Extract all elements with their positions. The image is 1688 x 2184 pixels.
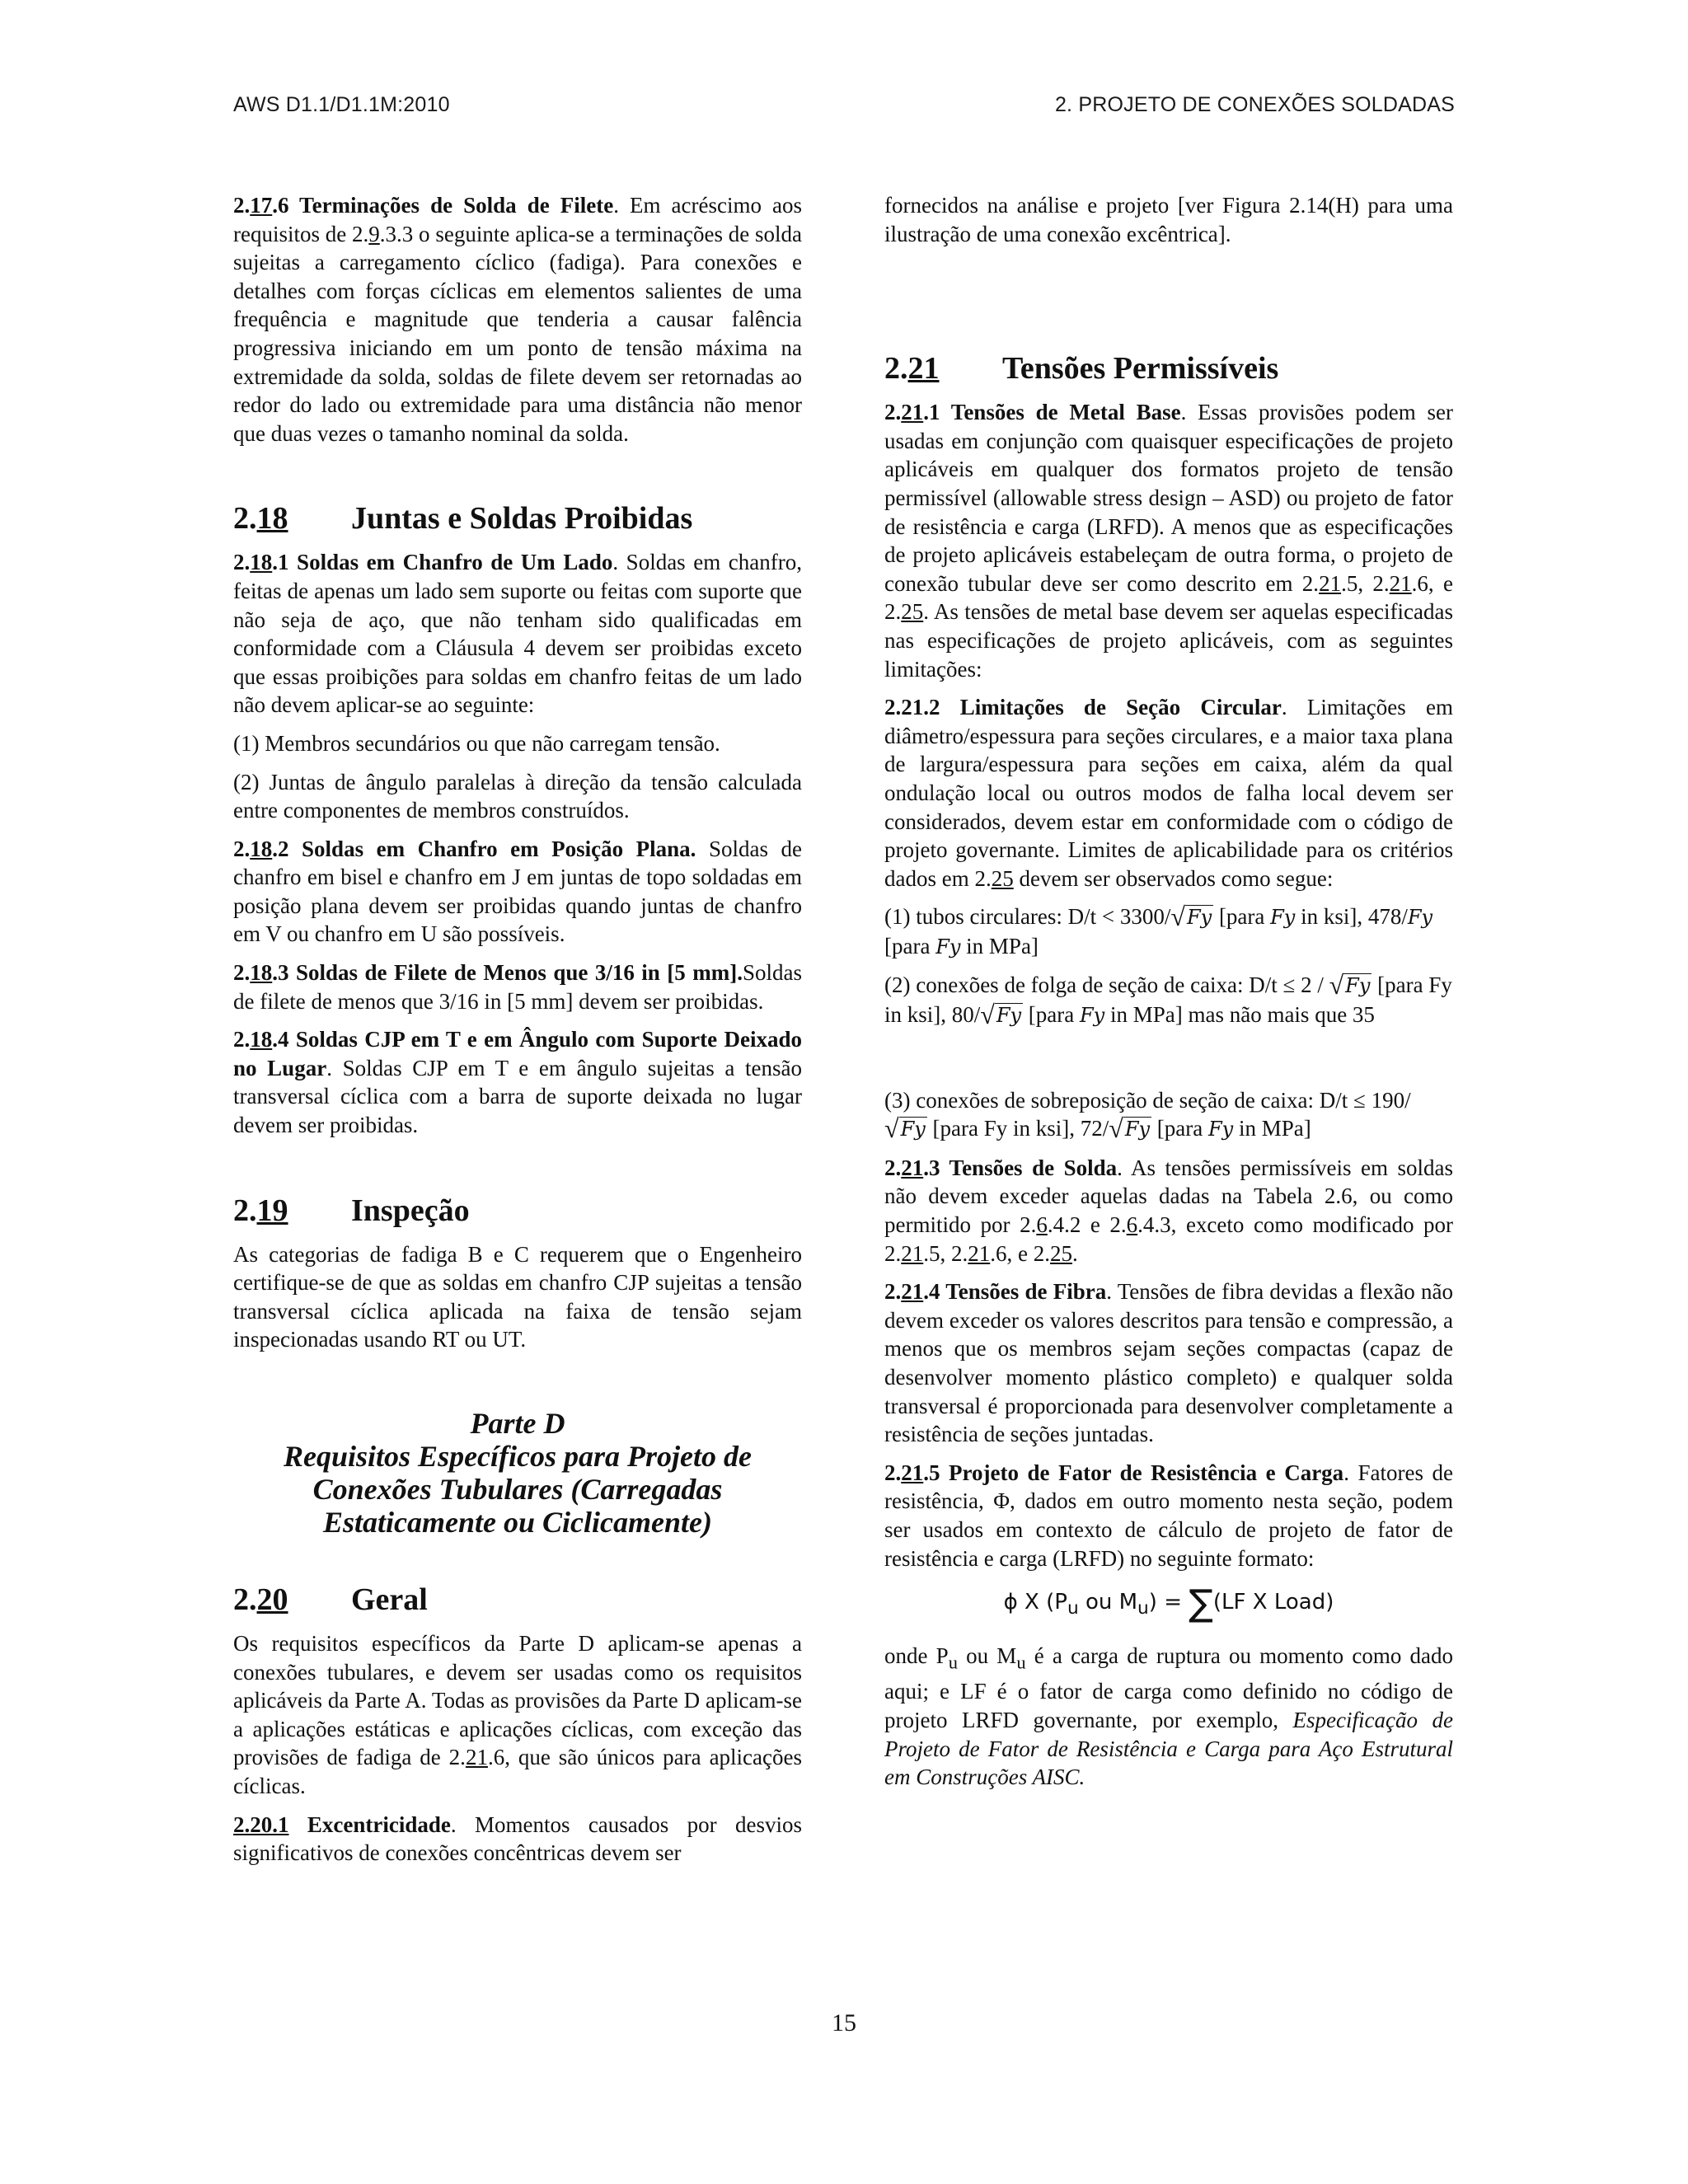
running-header-right: 2. PROJETO DE CONEXÕES SOLDADAS (1054, 93, 1455, 116)
section-2-18-4: 2.18.4 Soldas CJP em T e em Ângulo com Suporte Deixado no Lugar. Soldas CJP em T e em ângulo sujeitas a tensão transversal cíclica com a barra de suporte deixada no lugar devem ser proibidas. (233, 1027, 802, 1138)
part-d-title: Parte D Requisitos Específicos para Projeto de Conexões Tubulares (Carregadas Estaticamente ou Ciclicamente) (284, 1407, 752, 1539)
section-2-20-text: Os requisitos específicos da Parte D aplicam-se apenas a conexões tubulares, e devem ser usadas como os requisitos aplicáveis da Parte A. Todas as provisões da Parte D aplicam-se a aplicações estáticas e aplicações cíclicas, com exceção das provisões de fadiga de 2.21.6, que são únicos para aplicações cíclicas. (233, 1631, 802, 1798)
section-2-19-text: As categorias de fadiga B e C requerem que o Engenheiro certifique-se de que as soldas em chanfro CJP sujeitas a tensão transversal cíclica aplicada na faixa de tensão sejam inspecionadas usando RT ou UT. (233, 1241, 802, 1352)
left-column (233, 191, 802, 1877)
formula-explanation: onde $P_u$ ou $M_u$ é a carga de ruptura ou momento como dado aqui; e LF é o fator de carga como definido no código de projeto LRFD governante, por exemplo, Especificação de Projeto de Fator de Resistência e Carga para Aço Estrutural em Construções AISC. (884, 1643, 1453, 1790)
section-2-21-4: 2.21.4 Tensões de Fibra. Tensões de fibra devidas a flexão não devem exceder os valores descritos para tensão e compressão, a menos que os membros sejam seções compactas (capaz de desenvolver momento plástico completo) e qualquer solda transversal é proporcionada para desenvolver completamente a resistência de seções juntadas. (884, 1279, 1453, 1447)
section-2-21-2: 2.21.2 Limitações de Seção Circular. Limitações em diâmetro/espessura para seções circulares, e a maior taxa plana de largura/espessura para seções em caixa, além da qual ondulação local ou outros modos de falha local devem ser considerados, devem estar em conformidade com o código de projeto governante. Limites de aplicabilidade para os critérios dados em 2.25 devem ser observados como segue: (884, 695, 1453, 891)
page-number: 15 (832, 2009, 856, 2036)
continued-text: fornecidos na análise e projeto [ver Figura 2.14(H) para uma ilustração de uma conexão excêntrica]. (884, 193, 1453, 246)
limit-1: (1) tubos circulares: D/t < 3300/√Fy [para Fy in ksi], 478/Fy [para Fy in MPa] (884, 902, 1433, 958)
lrfd-formula: ϕ X ($P_u$ ou $M_u) = \sum(LF$ X Load) (1003, 1582, 1334, 1625)
section-2-17-6: 2.17.6 Terminações de Solda de Filete. Em acréscimo aos requisitos de 2.9.3.3 o seguinte aplica-se a terminações de solda sujeitas a carregamento cíclico (fadiga). Para conexões e detalhes com forças cíclicas em elementos salientes de uma frequência e magnitude que tenderia a causar falência progressiva iniciando em um ponto de tensão máxima na extremidade da solda, soldas de filete devem ser retornadas ao redor do lado ou extremidade para uma distância não menor que duas vezes o tamanho nominal da solda. (233, 193, 802, 446)
sqrt-fy: √Fy (1109, 1113, 1151, 1144)
heading-2-20: 2.20 Geral (233, 1582, 428, 1617)
section-2-21-3: 2.21.3 Tensões de Solda. As tensões permissíveis em soldas não devem exceder aquelas dadas na Tabela 2.6, ou como permitido por 2.6.4.2 e 2.6.4.3, exceto como modificado por 2.21.5, 2.21.6, e 2.25. (884, 1155, 1453, 1266)
section-2-21-1: 2.21.1 Tensões de Metal Base. Essas provisões podem ser usadas em conjunção com quaisquer especificações de projeto aplicáveis em qualquer dos formatos projeto de tensão permissível (allowable stress design – ASD) ou projeto de fator de resistência e carga (LRFD). A menos que as especificações de projeto aplicáveis estabeleçam de outra forma, o projeto de conexão tubular deve ser como descrito em 2.21.5, 2.21.6, e 2.25. As tensões de metal base devem ser aquelas especificadas nas especificações de projeto aplicáveis, com as seguintes limitações: (884, 400, 1454, 682)
running-header-left: AWS D1.1/D1.1M:2010 (233, 93, 450, 116)
heading-2-19: 2.19 Inspeção (233, 1193, 470, 1228)
limit-2: (2) conexões de folga de seção de caixa: D/t ≤ 2 / √Fy [para Fy in ksi], 80/√Fy [para Fy in MPa] mas não mais que 35 (884, 970, 1452, 1030)
section-2-18-1: 2.18.1 Soldas em Chanfro de Um Lado. Soldas em chanfro, feitas de apenas um lado sem suporte ou feitas com suporte que não seja de aço, que não tenham sido qualificadas em conformidade com a Cláusula 4 devem ser proibidas exceto que essas proibições para soldas em chanfro feitas de um lado não devem aplicar-se ao seguinte: (233, 550, 802, 718)
list-item: (2) Juntas de ângulo paralelas à direção da tensão calculada entre componentes de membros construídos. (233, 769, 802, 823)
heading-2-21: 2.21 Tensões Permissíveis (884, 351, 1279, 387)
heading-2-18: 2.18 Juntas e Soldas Proibidas (233, 501, 693, 537)
right-column (884, 191, 1453, 1802)
section-2-18-2: 2.18.2 Soldas em Chanfro em Posição Plana. Soldas de chanfro em bisel e chanfro em J em juntas de topo soldadas em posição plana devem ser proibidas quando juntas de chanfro em V ou chanfro em U são possíveis. (233, 836, 802, 947)
list-item: (1) Membros secundários ou que não carregam tensão. (233, 730, 720, 756)
sqrt-fy: √Fy (884, 1113, 926, 1144)
section-2-21-5: 2.21.5 Projeto de Fator de Resistência e Carga. Fatores de resistência, Φ, dados em outro momento nesta seção, podem ser usados em contexto de cálculo de projeto de fator de resistência e carga (LRFD) no seguinte formato: (884, 1460, 1453, 1571)
sqrt-fy: √Fy (980, 1000, 1022, 1030)
limit-3: (3) conexões de sobreposição de seção de caixa: D/t ≤ 190/√Fy [para Fy in ksi], 72/√Fy [para Fy in MPa] (884, 1087, 1411, 1144)
section-2-18-3: 2.18.3 Soldas de Filete de Menos que 3/16 in [5 mm].Soldas de filete de menos que 3/16 in [5 mm] devem ser proibidas. (233, 960, 802, 1014)
section-2-20-1: 2.20.1 Excentricidade. Momentos causados por desvios significativos de conexões concêntricas devem ser (233, 1811, 802, 1866)
sqrt-fy: √Fy (1170, 902, 1212, 932)
sqrt-fy: √Fy (1329, 970, 1371, 1001)
